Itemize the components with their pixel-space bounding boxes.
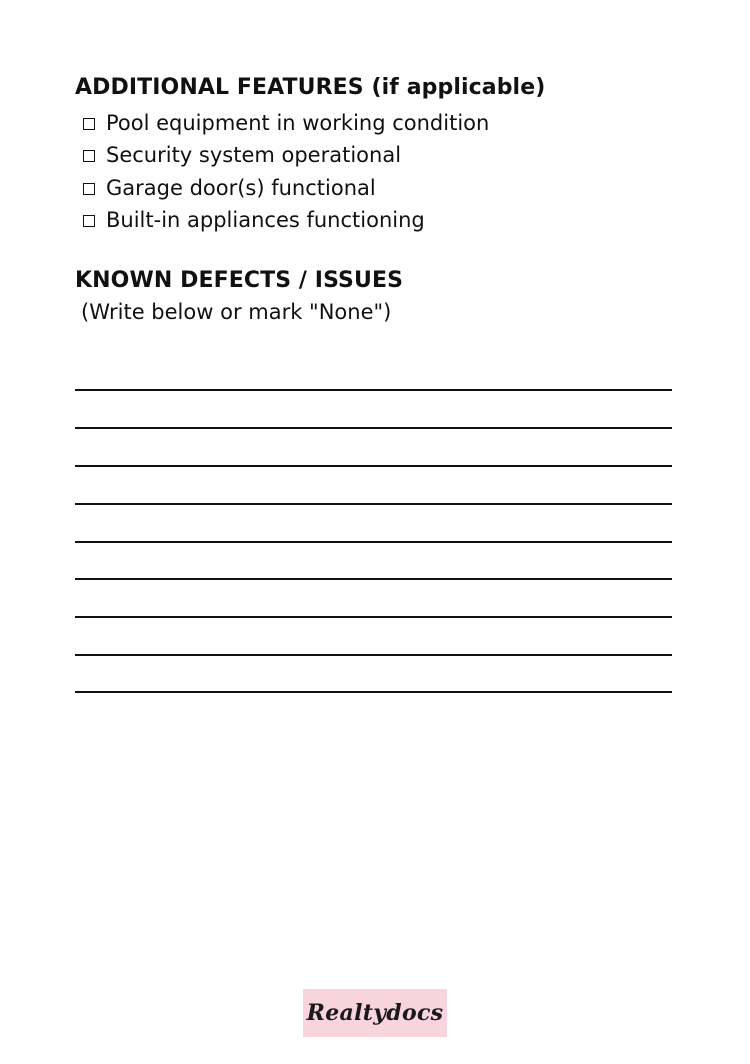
checklist-item-security-system[interactable] xyxy=(81,139,489,171)
blank-write-line[interactable] xyxy=(75,389,672,391)
checklist-item-label: Security system operational xyxy=(106,143,402,168)
realtydocs-logo xyxy=(303,989,447,1037)
blank-write-line[interactable] xyxy=(75,578,672,580)
checkbox-icon[interactable] xyxy=(83,183,95,195)
known-defects-heading: KNOWN DEFECTS / ISSUES xyxy=(75,268,404,293)
blank-write-line[interactable] xyxy=(75,541,672,543)
checkbox-icon[interactable] xyxy=(83,118,95,130)
additional-features-heading: ADDITIONAL FEATURES (if applicable) xyxy=(75,75,546,100)
blank-write-line[interactable] xyxy=(75,616,672,618)
blank-write-line[interactable] xyxy=(75,691,672,693)
blank-write-line[interactable] xyxy=(75,503,672,505)
checklist-item-garage-doors[interactable] xyxy=(81,172,489,204)
blank-write-line[interactable] xyxy=(75,465,672,467)
checklist-item-label: Built-in appliances functioning xyxy=(106,208,425,233)
blank-write-line[interactable] xyxy=(75,654,672,656)
logo-text: Realtydocs xyxy=(306,1000,444,1026)
blank-write-line[interactable] xyxy=(75,427,672,429)
checkbox-icon[interactable] xyxy=(83,215,95,227)
checklist-item-label: Garage door(s) functional xyxy=(106,175,376,200)
known-defects-instruction: (Write below or mark "None") xyxy=(81,300,392,324)
checklist-item-pool-equipment[interactable] xyxy=(81,107,489,139)
checkbox-icon[interactable] xyxy=(83,150,95,162)
checklist-item-built-in-appliances[interactable] xyxy=(81,204,489,236)
checklist-item-label: Pool equipment in working condition xyxy=(106,111,490,136)
additional-features-checklist xyxy=(81,107,489,236)
